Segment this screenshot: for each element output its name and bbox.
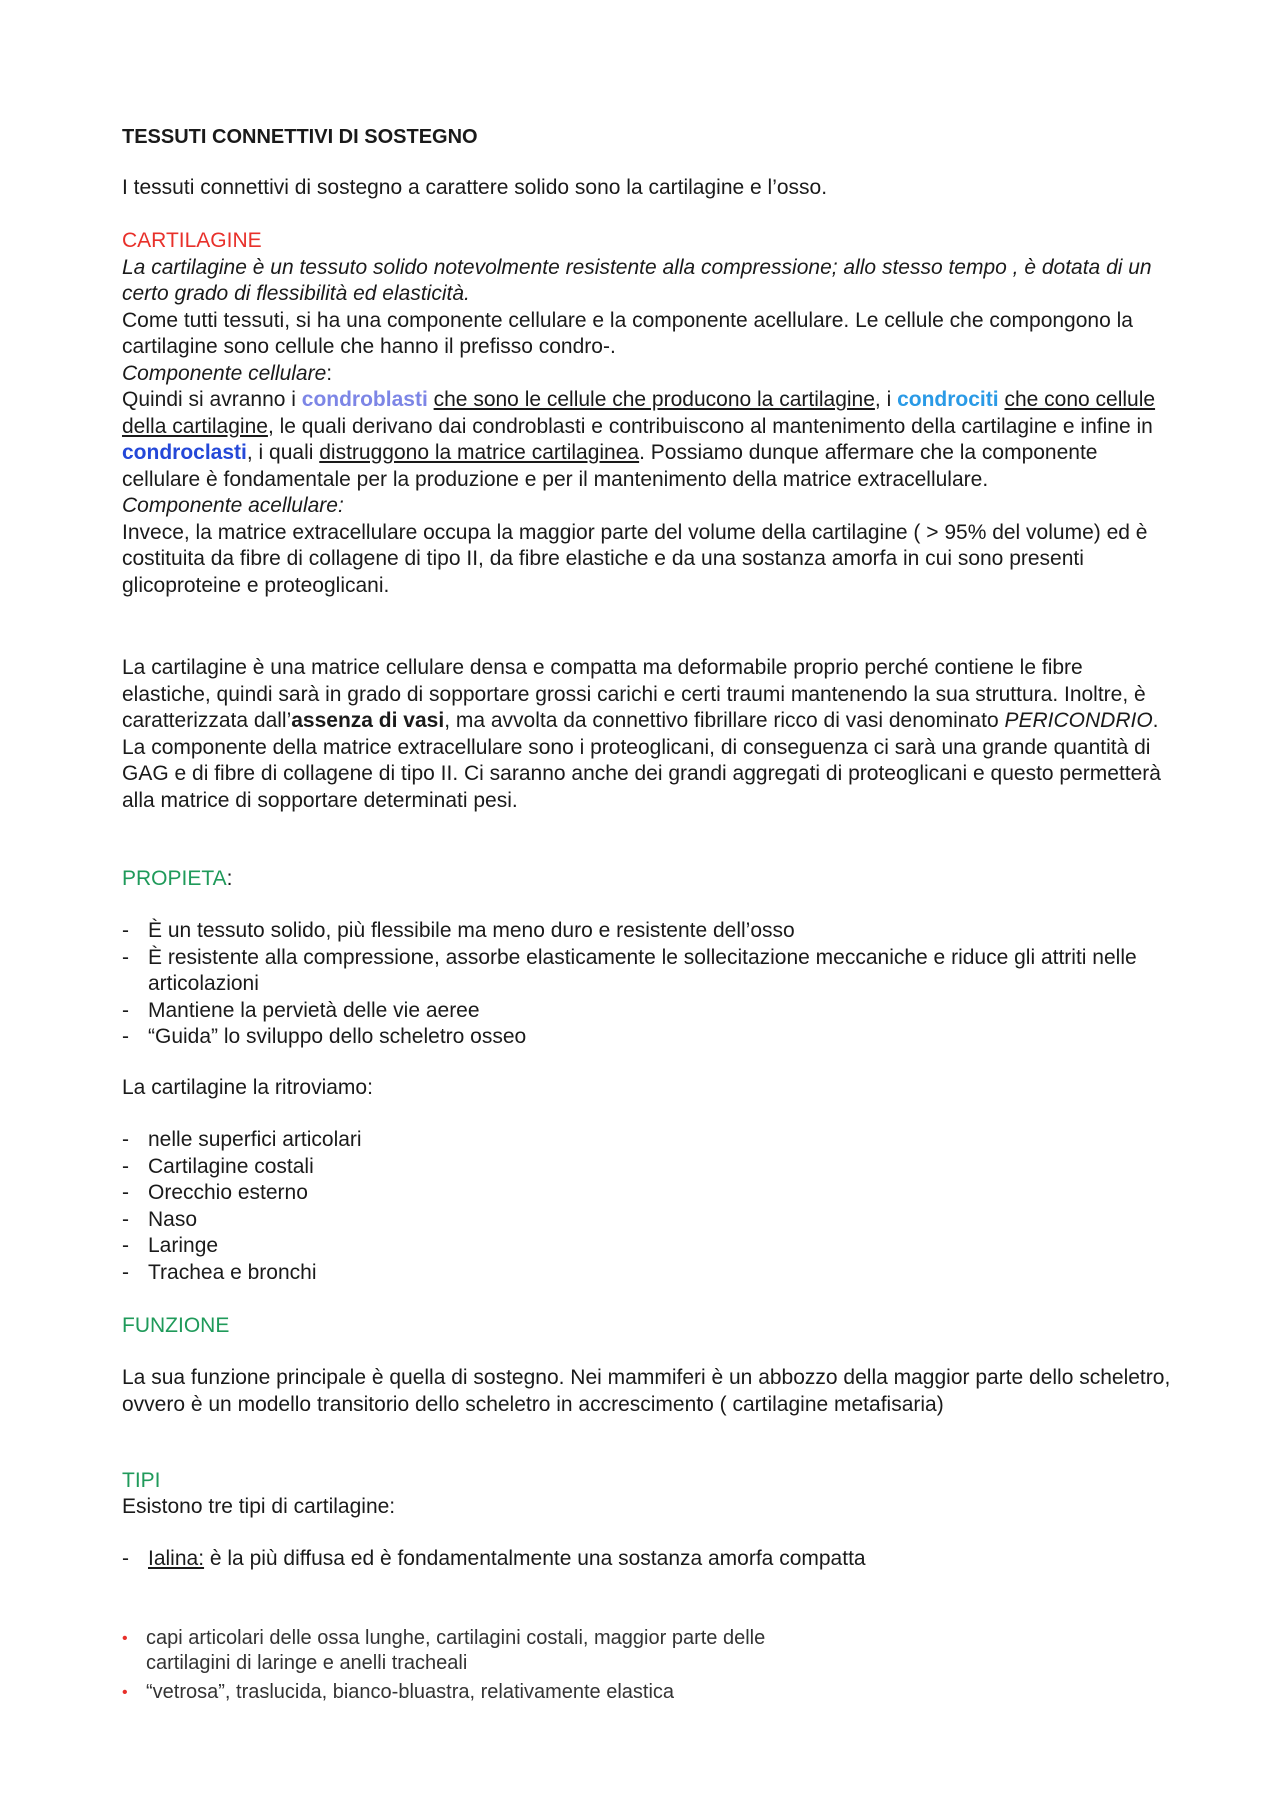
list-item: - Mantiene la pervietà delle vie aeree xyxy=(122,998,1172,1025)
tipi-list xyxy=(122,1546,1172,1573)
italic-text: PERICONDRIO xyxy=(1004,709,1153,732)
list-item: - “Guida” lo sviluppo dello scheletro osseo xyxy=(122,1024,1172,1051)
ritroviamo-label: La cartilagine la ritroviamo: xyxy=(122,1076,373,1099)
list-item: - nelle superfici articolari xyxy=(122,1127,1172,1154)
text-span: La cartilagine è una matrice cellulare densa e compatta ma deformabile proprio perché contiene le fibre elastiche, quindi sarà in grado di sopportare grossi carichi e certi traumi mantenendo la sua struttura. Inoltre, è caratterizzata dall’ xyxy=(122,656,1146,732)
cartilagine-definition: La cartilagine è un tessuto solido notevolmente resistente alla compressione; allo stesso tempo , è dotata di un certo grado di flessibilità ed elasticità. xyxy=(122,255,1152,305)
cartilagine-paragraph-2 xyxy=(122,655,1172,814)
text-span: , le quali derivano dai condroblasti e contribuiscono al mantenimento della cartilagine e infine in xyxy=(267,414,1153,438)
proprieta-heading-line xyxy=(122,866,1172,893)
list-item: - È un tessuto solido, più flessibile ma meno duro e resistente dell’osso xyxy=(122,918,1172,945)
cellular-paragraph xyxy=(122,387,1172,493)
cellular-label-line xyxy=(122,361,1172,388)
text-span: , i xyxy=(874,388,898,411)
text-span: , i quali xyxy=(246,441,320,464)
underlined-text: distruggono la matrice cartilaginea xyxy=(319,441,640,464)
underlined-text: che sono le cellule che producono la cartilagine xyxy=(433,388,875,411)
list-item: - Naso xyxy=(122,1207,1172,1234)
cartilagine-paragraph-1: Come tutti tessuti, si ha una componente cellulare e la componente acellulare. Le cellule che compongono la cartilagine sono cellule che hanno il prefisso condro-. xyxy=(122,308,1133,358)
ialina-bullet-list xyxy=(122,1626,1172,1709)
list-item: - Trachea e bronchi xyxy=(122,1260,1172,1287)
cellular-label: Componente cellulare xyxy=(122,361,327,385)
list-item: - È resistente alla compressione, assorbe elasticamente le sollecitazione meccaniche e riduce gli attriti nelle articolazioni xyxy=(122,945,1172,998)
proprieta-heading-colon: : xyxy=(226,867,233,890)
acellular-label: Componente acellulare: xyxy=(122,494,344,517)
list-item: • “vetrosa”, traslucida, bianco-bluastra, relativamente elastica xyxy=(122,1680,766,1705)
list-item: - Orecchio esterno xyxy=(122,1180,1172,1207)
cartilagine-heading: CARTILAGINE xyxy=(122,229,262,252)
page-title: TESSUTI CONNETTIVI DI SOSTEGNO xyxy=(122,126,478,148)
text-span: . Possiamo dunque affermare che la componente cellulare è fondamentale per la produzione e per il mantenimento della matrice extracellulare. xyxy=(122,441,1098,491)
text-span: , ma avvolta da connettivo fibrillare ricco di vasi denominato xyxy=(444,709,1005,732)
intro-paragraph: I tessuti connettivi di sostegno a carattere solido sono la cartilagine e l’osso. xyxy=(122,176,828,199)
keyword-condrociti: condrociti xyxy=(897,388,999,411)
funzione-paragraph: La sua funzione principale è quella di sostegno. Nei mammiferi è un abbozzo della maggior parte dello scheletro, ovvero è un modello transitorio dello scheletro in accrescimento ( cartilagine metafisaria) xyxy=(122,1366,1171,1416)
list-item: - Laringe xyxy=(122,1233,1172,1260)
text-span: . La componente della matrice extracellulare sono i proteoglicani, di conseguenza ci sarà una grande quantità di GAG e di fibre di collagene di tipo II. Ci saranno anche dei grandi aggregati di proteoglicani e questo permetterà alla matrice di sopportare determinati pesi. xyxy=(122,709,1161,812)
ialina-label: Ialina: xyxy=(148,1547,205,1570)
funzione-heading: FUNZIONE xyxy=(122,1314,230,1337)
underlined-text: che cono cellule della cartilagine xyxy=(122,388,1156,438)
keyword-condroclasti: condroclasti xyxy=(122,441,247,464)
acellular-paragraph: Invece, la matrice extracellulare occupa la maggior parte del volume della cartilagine ( > 95% del volume) ed è costituita da fibre di collagene di tipo II, da fibre elastiche e da una sostanza amorfa in cui sono presenti glicoproteine e proteoglicani. xyxy=(122,520,1148,597)
tipi-heading: TIPI xyxy=(122,1469,161,1492)
keyword-condroblasti: condroblasti xyxy=(301,388,428,411)
proprieta-heading: PROPIETA xyxy=(122,867,227,890)
cartilagine-section xyxy=(122,228,1172,599)
list-item xyxy=(122,1546,1172,1573)
text-span: Quindi si avranno i xyxy=(122,388,302,411)
tipi-intro: Esistono tre tipi di cartilagine: xyxy=(122,1495,396,1518)
ialina-text: è la più diffusa ed è fondamentalmente una sostanza amorfa compatta xyxy=(204,1547,866,1570)
proprieta-list xyxy=(122,918,1172,1051)
list-item: • capi articolari delle ossa lunghe, cartilagini costali, maggior parte delle cartilagini di laringe e anelli tracheali xyxy=(122,1626,766,1676)
list-item: - Cartilagine costali xyxy=(122,1154,1172,1181)
bold-text: assenza di vasi xyxy=(291,709,445,732)
ritroviamo-list xyxy=(122,1127,1172,1286)
cellular-label-colon: : xyxy=(326,361,333,385)
